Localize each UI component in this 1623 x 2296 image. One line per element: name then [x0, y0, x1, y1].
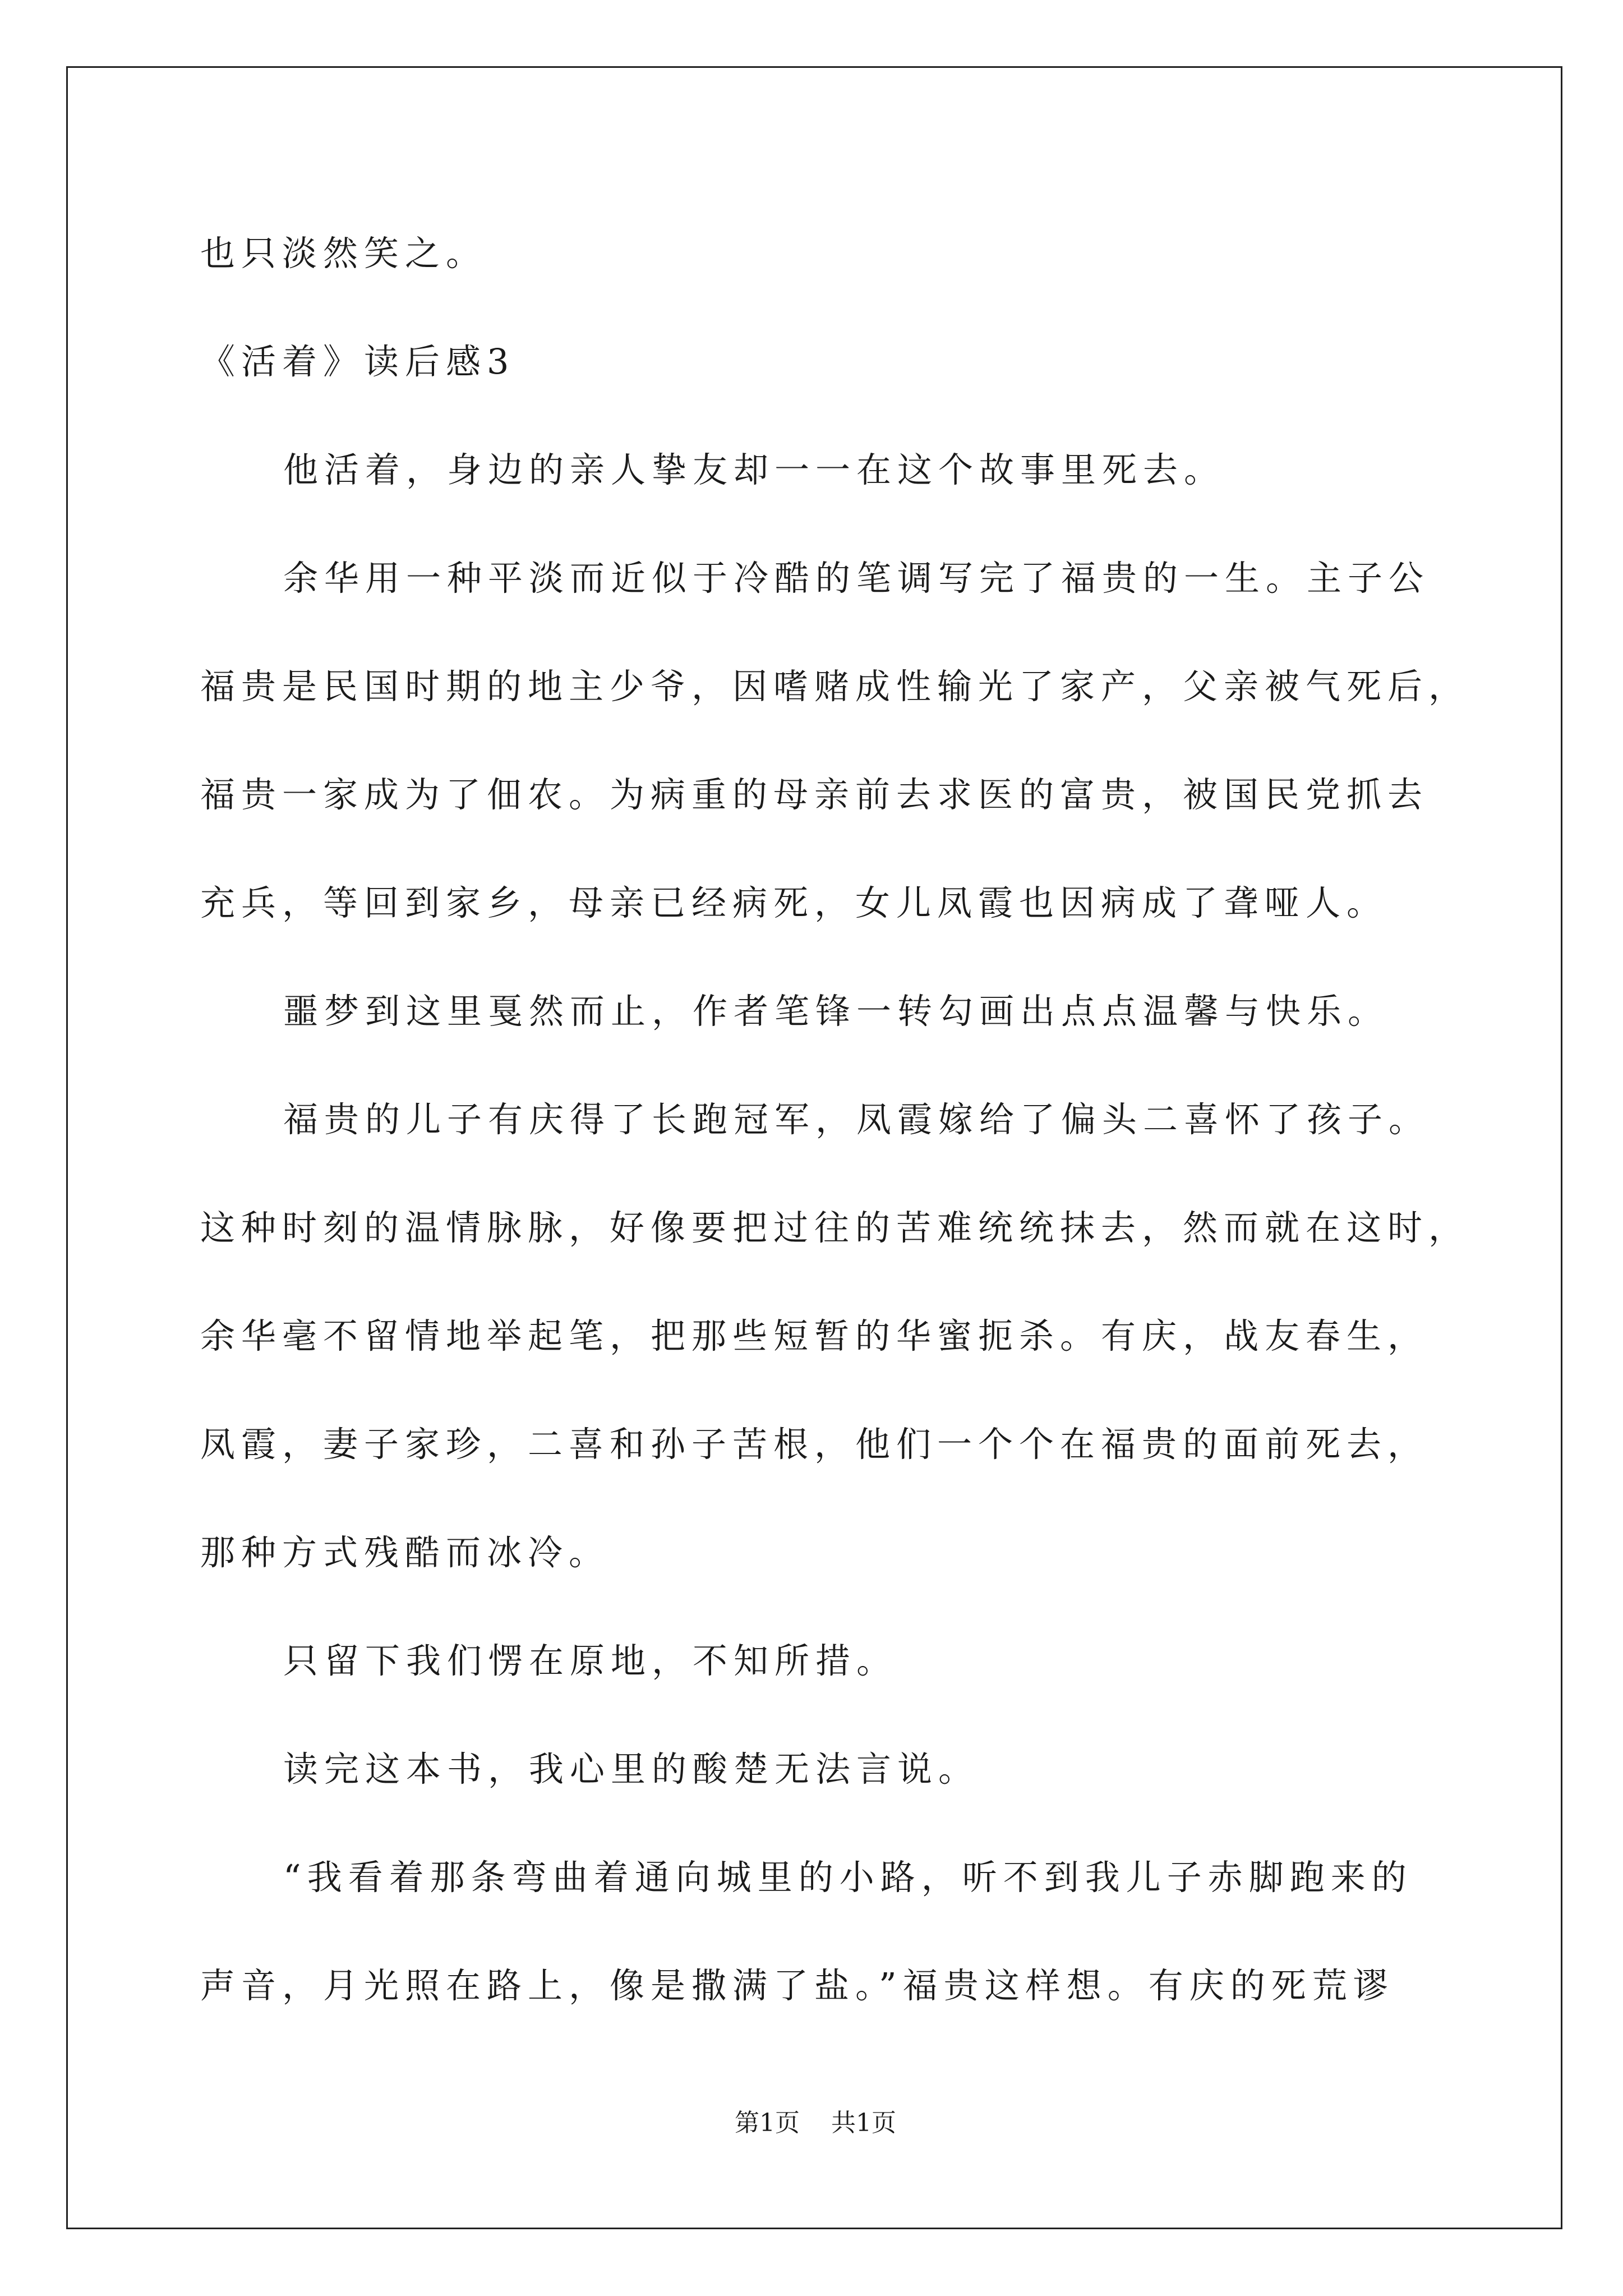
page-total: 共1页 [831, 2109, 896, 2137]
page-number: 第1页 [735, 2109, 800, 2137]
text-line: 声音，月光照在路上，像是撒满了盐。”福贵这样想。有庆的死荒谬 [200, 1965, 1394, 2006]
text-line: 他活着，身边的亲人挚友却一一在这个故事里死去。 [283, 449, 1225, 490]
text-line: 只留下我们愣在原地，不知所措。 [283, 1640, 898, 1681]
page-border [66, 66, 1562, 2229]
text-line: 余华用一种平淡而近似于冷酷的笔调写完了福贵的一生。主子公 [283, 558, 1430, 599]
text-line: “我看着那条弯曲着通向城里的小路，听不到我儿子赤脚跑来的 [283, 1857, 1413, 1898]
section-heading: 《活着》读后感3 [200, 341, 515, 382]
page-footer [735, 2102, 928, 2138]
text-line: 凤霞，妻子家珍，二喜和孙子苦根，他们一个个在福贵的面前死去， [200, 1424, 1429, 1465]
text-line: 福贵的儿子有庆得了长跑冠军，凤霞嫁给了偏头二喜怀了孩子。 [283, 1099, 1430, 1140]
text-line: 噩梦到这里戛然而止，作者笔锋一转勾画出点点温馨与快乐。 [283, 991, 1389, 1032]
text-line: 福贵一家成为了佃农。为病重的母亲前去求医的富贵，被国民党抓去 [200, 774, 1429, 815]
text-line: 这种时刻的温情脉脉，好像要把过往的苦难统统抹去，然而就在这时， [200, 1207, 1470, 1248]
text-line: 充兵，等回到家乡，母亲已经病死，女儿凤霞也因病成了聋哑人。 [200, 882, 1388, 923]
text-line: 那种方式残酷而冰冷。 [200, 1532, 610, 1573]
text-line: 也只淡然笑之。 [200, 233, 487, 274]
text-line: 读完这本书，我心里的酸楚无法言说。 [283, 1749, 980, 1789]
text-line: 福贵是民国时期的地主少爷，因嗜赌成性输光了家产，父亲被气死后， [200, 666, 1470, 707]
text-line: 余华毫不留情地举起笔，把那些短暂的华蜜扼杀。有庆，战友春生， [200, 1315, 1429, 1356]
